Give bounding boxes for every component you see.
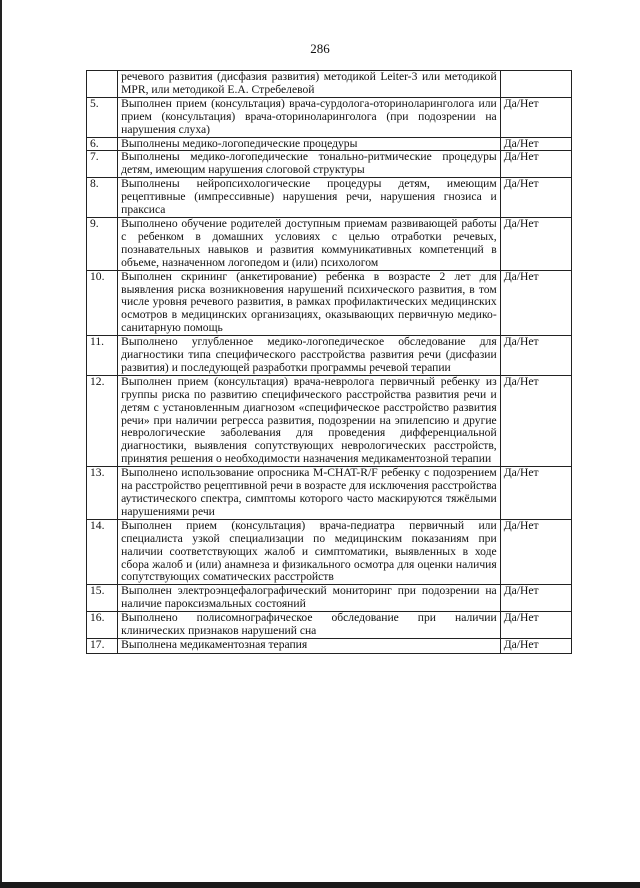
row-number: 7.	[87, 151, 118, 178]
row-answer: Да/Нет	[500, 217, 571, 270]
row-number: 16.	[87, 612, 118, 639]
table-row	[87, 519, 572, 585]
row-number: 17.	[87, 638, 118, 653]
row-answer: Да/Нет	[500, 519, 571, 585]
table-row	[87, 151, 572, 178]
table-row	[87, 336, 572, 376]
row-criterion-text: Выполнен прием (консультация) врача-сурдолога-оториноларинголога или прием (консультация) врача-оториноларинголога (при подозрении на нарушения слуха)	[118, 97, 501, 137]
scan-edge-bottom	[0, 882, 640, 888]
table-row	[87, 612, 572, 639]
row-number	[87, 71, 118, 98]
row-answer	[500, 71, 571, 98]
row-answer: Да/Нет	[500, 336, 571, 376]
row-number: 15.	[87, 585, 118, 612]
row-number: 14.	[87, 519, 118, 585]
table-row	[87, 217, 572, 270]
row-criterion-text: Выполнен скрининг (анкетирование) ребенка в возрасте 2 лет для выявления риска возникновения нарушений психического развития, в том числе уровня речевого развития, в рамках профилактических медицинских осмотров в медицинских организациях, оказывающих первичную медико-санитарную помощь	[118, 270, 501, 336]
row-criterion-text: Выполнено полисомнографическое обследование при наличии клинических признаков нарушений сна	[118, 612, 501, 639]
row-number: 10.	[87, 270, 118, 336]
row-answer: Да/Нет	[500, 612, 571, 639]
row-answer: Да/Нет	[500, 151, 571, 178]
row-criterion-text: Выполнены нейропсихологические процедуры детям, имеющим рецептивные (импрессивные) нарушения речи, нарушения гнозиса и праксиса	[118, 178, 501, 218]
table-row	[87, 137, 572, 151]
row-number: 6.	[87, 137, 118, 151]
row-answer: Да/Нет	[500, 585, 571, 612]
table-row	[87, 97, 572, 137]
row-number: 9.	[87, 217, 118, 270]
table-row	[87, 178, 572, 218]
row-number: 13.	[87, 467, 118, 520]
row-number: 8.	[87, 178, 118, 218]
table-row	[87, 71, 572, 98]
row-criterion-text: Выполнено использование опросника M-CHAT-R/F ребенку с подозрением на расстройство рецептивной речи в возрасте для исключения расстройства аутистического спектра, симптомы которого часто маскируются тяжёлыми нарушениями речи	[118, 467, 501, 520]
table-row	[87, 638, 572, 653]
table-row	[87, 375, 572, 466]
criteria-table	[86, 70, 572, 654]
row-answer: Да/Нет	[500, 178, 571, 218]
row-criterion-text: Выполнен прием (консультация) врача-невролога первичный ребенку из группы риска по развитию специфического расстройства развития речи и детям с установленным диагнозом «специфическое расстройство развития речи» при наличии регресса развития, подозрении на эпилепсию и другие неврологические заболевания для проведения дифференциальной диагностики, выявления сопутствующих неврологических расстройств, принятия решения о необходимости назначения медикаментозной терапии	[118, 375, 501, 466]
row-criterion-text: Выполнено углубленное медико-логопедическое обследование для диагностики типа специфического расстройства развития речи (дисфазии развития) и последующей разработки программы речевой терапии	[118, 336, 501, 376]
row-criterion-text: речевого развития (дисфазия развития) методикой Leiter-3 или методикой MPR, или методикой Е.А. Стребелевой	[118, 71, 501, 98]
table-row	[87, 585, 572, 612]
table-row	[87, 270, 572, 336]
row-answer: Да/Нет	[500, 270, 571, 336]
row-criterion-text: Выполнен электроэнцефалографический мониторинг при подозрении на наличие пароксизмальных состояний	[118, 585, 501, 612]
row-answer: Да/Нет	[500, 137, 571, 151]
scan-edge-left	[0, 0, 2, 888]
row-number: 5.	[87, 97, 118, 137]
row-criterion-text: Выполнена медикаментозная терапия	[118, 638, 501, 653]
row-answer: Да/Нет	[500, 638, 571, 653]
row-answer: Да/Нет	[500, 467, 571, 520]
page-number: 286	[310, 41, 330, 56]
row-answer: Да/Нет	[500, 97, 571, 137]
row-criterion-text: Выполнены медико-логопедические процедуры	[118, 137, 501, 151]
row-criterion-text: Выполнен прием (консультация) врача-педиатра первичный или специалиста узкой специализации по медицинским показаниям при наличии соответствующих жалоб и симптоматики, выявленных в ходе сбора жалоб и (или) анамнеза и физикального осмотра для оценки наличия сопутствующих соматических расстройств	[118, 519, 501, 585]
row-criterion-text: Выполнено обучение родителей доступным приемам развивающей работы с ребенком в домашних условиях с целью отработки речевых, познавательных навыков и развития коммуникативных компетенций в объеме, назначенном логопедом и (или) психологом	[118, 217, 501, 270]
row-number: 11.	[87, 336, 118, 376]
row-criterion-text: Выполнены медико-логопедические тонально-ритмические процедуры детям, имеющим нарушения слоговой структуры	[118, 151, 501, 178]
row-answer: Да/Нет	[500, 375, 571, 466]
table-row	[87, 467, 572, 520]
row-number: 12.	[87, 375, 118, 466]
